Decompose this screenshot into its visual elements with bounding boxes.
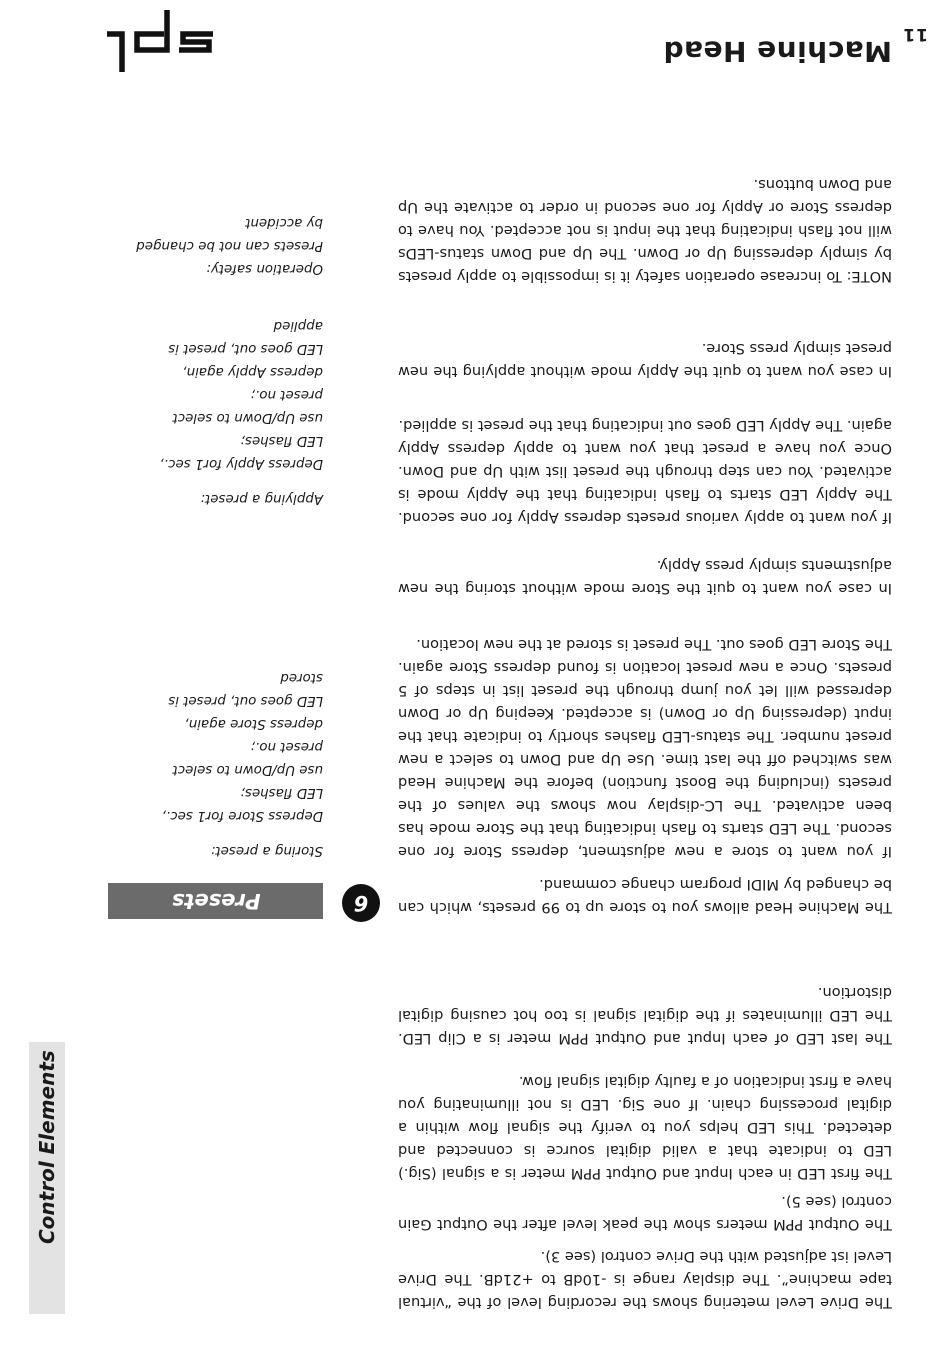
drive-level-paragraph: The Drive Level metering shows the recording level of the “virtual tape machine”. The display range is -10dB to +21dB. The Drive Level ist adjusted with the Drive control (see 3).	[398, 1248, 892, 1311]
safety-note-heading: Operation safety:	[206, 261, 323, 276]
applying-note-line: preset no.;	[250, 387, 323, 402]
applying-note-heading: Applying a preset:	[200, 491, 323, 506]
storing-note-heading: Storing a preset:	[210, 843, 323, 858]
storing-note-line: LED flashes;	[240, 785, 323, 800]
storing-note-line: LED goes out, preset is	[168, 693, 323, 708]
section-number-badge: 6	[342, 884, 380, 922]
sig-led-paragraph: The first LED in each Input and Output PPM meter is a signal (Sig.) LED to indicate that a valid digital source is connected and detected. This LED helps you to verify the signal flow within a digital processing chain. If one Sig. LED is not illuminating you have a first indication of a faulty digital signal flow.	[398, 1073, 892, 1182]
storing-note-line: depress Store again,	[184, 716, 323, 731]
storing-note-line: use Up/Down to select	[172, 762, 323, 777]
page-number: 11	[902, 24, 928, 44]
storing-note-line: stored	[280, 670, 323, 685]
applying-note-line: Depress Apply for1 sec.,	[159, 456, 323, 471]
applying-note	[108, 314, 323, 510]
applying-note-line: use Up/Down to select	[172, 410, 323, 425]
safety-note-line: by accident	[245, 215, 323, 230]
presets-intro-paragraph: The Machine Head allows you to store up to 99 presets, which can be changed by MIDI program change command.	[398, 876, 892, 916]
applying-paragraph: If you want to apply various presets depress Apply for one second. The Apply LED starts to flash indicating that the Apply mode is activated. You can step through the preset list with Up and Down. Once you have a preset that you want to apply depress Apply again. The Apply LED goes out indicating that the preset is applied.	[398, 417, 892, 526]
spl-logo	[105, 8, 217, 78]
page-title: Machine Head	[663, 35, 892, 68]
storing-note	[108, 666, 323, 862]
safety-note	[108, 211, 323, 280]
applying-note-line: LED goes out, preset is	[168, 341, 323, 356]
sidebar-label: Control Elements	[35, 1050, 59, 1244]
quit-apply-paragraph: In case you want to quit the Apply mode without applying the new preset simply press Store.	[398, 340, 892, 380]
note-paragraph: NOTE: To increase operation safety it is impossible to apply presets by simply depressing Up or Down. The Up and Down status-LEDs will not flash indicating that the input is not accepted. You have to depress Store or Apply for one second in order to activate the Up and Down buttons.	[398, 176, 892, 285]
storing-note-line: Depress Store for1 sec.,	[161, 808, 323, 823]
storing-note-line: preset no.;	[250, 739, 323, 754]
section-heading: Presets	[172, 889, 261, 913]
applying-note-line: LED flashes;	[240, 433, 323, 448]
safety-note-line: Presets can not be changed	[136, 238, 323, 253]
output-ppm-paragraph: The Output PPM meters show the peak level after the Output Gain control (see 5).	[398, 1193, 892, 1233]
storing-paragraph: If you want to store a new adjustment, depress Store for one second. The LED starts to flash indicating that the Store mode has been activated. The LC-display now shows the values of the presets (including the Boost function) before the Machine Head was switched off the last time. Use Up and Down to select a new preset number. The status-LED flashes shortly to indicate that the input (depressing Up or Down) is accepted. Keeping Up or Down depressed will let you jump through the preset list in steps of 5 presets. Once a new preset location is found depress Store again. The Store LED goes out. The preset is stored at the new location.	[398, 636, 892, 860]
quit-store-paragraph: In case you want to quit the Store mode without storing the new adjustments simply press Apply.	[398, 557, 892, 597]
applying-note-line: applied	[273, 318, 323, 333]
clip-led-paragraph: The last LED of each Input and Output PPM meter is a Clip LED. The LED illuminates if the digital signal is too hot causing digital distortion.	[398, 984, 892, 1047]
applying-note-line: depress Apply again,	[182, 364, 323, 379]
